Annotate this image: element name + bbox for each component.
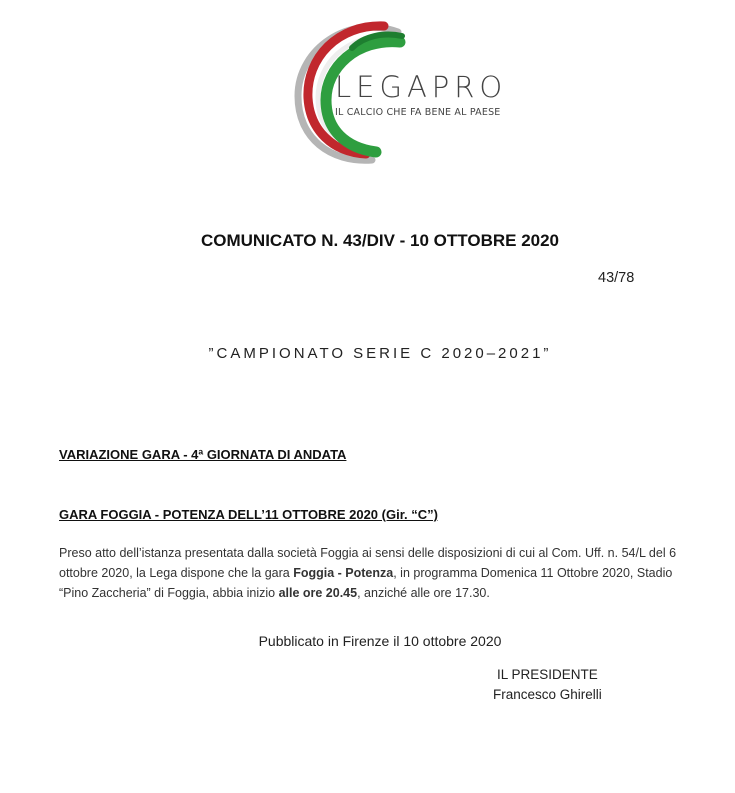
page-number: 43/78	[598, 270, 635, 286]
section-heading-variation: VARIAZIONE GARA - 4ª GIORNATA DI ANDATA	[59, 447, 347, 462]
logo-tagline: IL CALCIO CHE FA BENE AL PAESE	[335, 107, 501, 118]
body-new-time: alle ore 20.45	[278, 586, 358, 600]
body-text-part3: , anziché alle ore 17.30.	[357, 586, 490, 600]
document-title: COMUNICATO N. 43/DIV - 10 OTTOBRE 2020	[200, 231, 560, 250]
body-text-part1: Preso atto dell’istanza presentata dalla società Foggia ai sensi delle disposizioni di cui al Com. Uff. n. 54/L del 6 ottobre 2020, la Lega dispone che la gara	[59, 546, 677, 580]
body-match-name: Foggia - Potenza	[293, 566, 394, 580]
published-line: Pubblicato in Firenze il 10 ottobre 2020	[258, 633, 502, 649]
body-paragraph	[59, 543, 699, 603]
document-subtitle: ”CAMPIONATO SERIE C 2020–2021”	[208, 345, 552, 362]
signatory-title: IL PRESIDENTE	[497, 667, 598, 682]
section-heading-match: GARA FOGGIA - POTENZA DELL’11 OTTOBRE 2020 (Gir. “C”)	[59, 507, 438, 522]
body-text-part2: , in programma Domenica 11 Ottobre 2020, Stadio “Pino Zaccheria” di Foggia, abbia inizio	[59, 566, 673, 600]
legapro-logo	[280, 18, 508, 168]
logo-title: LEGAPRO	[335, 70, 508, 104]
signatory-name: Francesco Ghirelli	[493, 687, 602, 702]
